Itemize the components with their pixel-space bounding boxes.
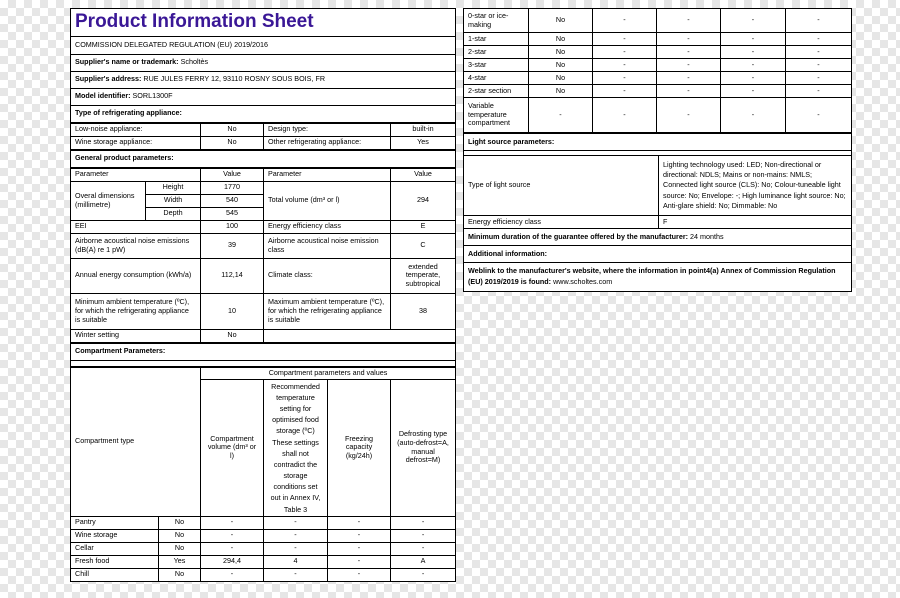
noise-label: Airborne acoustical noise emissions (dB(A) re 1 pW) — [71, 233, 201, 258]
header-table — [70, 8, 456, 123]
compartment-row — [71, 516, 456, 529]
compartment-name: Chill — [71, 568, 159, 581]
supplier-address-value: RUE JULES FERRY 12, 93110 ROSNY SOUS BOIS, FR — [143, 74, 326, 84]
value-header: Value — [391, 168, 456, 181]
compartment-value: - — [657, 72, 721, 85]
compartment-value: 4 — [264, 555, 328, 568]
compartment-value: - — [391, 516, 456, 529]
compartment-present: No — [529, 33, 593, 46]
compartment-value: - — [593, 9, 657, 33]
compartment-name: Variable temperature compartment — [464, 98, 529, 133]
compartment-value: - — [721, 72, 786, 85]
compartment-value: - — [721, 33, 786, 46]
compartment-name: 1-star — [464, 33, 529, 46]
compartment-present: No — [529, 85, 593, 98]
compartment-row — [464, 85, 852, 98]
compartment-name: 2-star — [464, 46, 529, 59]
total-volume-label: Total volume (dm³ or l) — [264, 181, 391, 220]
spacer-row — [71, 360, 456, 366]
general-heading-table — [70, 150, 456, 168]
weblink-label: Weblink to the manufacturer's website, where the information in point4(a) Annex of Commission Regulation (EU) 2019/2019 is found: — [468, 266, 836, 286]
compartment-name: 0-star or ice-making — [464, 9, 529, 33]
compartment-present: - — [529, 98, 593, 133]
supplier-name-row — [71, 54, 456, 71]
light-energy-class-value: F — [659, 216, 852, 229]
additional-info-heading: Additional information: — [464, 246, 852, 263]
compartment-value: - — [201, 542, 264, 555]
guarantee-row — [464, 229, 852, 246]
param-header: Parameter — [264, 168, 391, 181]
low-noise-value: No — [201, 123, 264, 136]
compartment-value: - — [786, 33, 852, 46]
recommended-temp-header: Recommended temperature setting for optimised food storage (ºC) These settings shall not contradict the storage conditions set out in Annex IV, Table 3 — [264, 379, 328, 516]
compartment-value: - — [657, 85, 721, 98]
compartment-name: Cellar — [71, 542, 159, 555]
climate-class-value: extended temperate, subtropical — [391, 258, 456, 293]
max-temp-value: 38 — [391, 293, 456, 329]
compartment-heading: Compartment Parameters: — [71, 343, 456, 360]
noise-value: 39 — [201, 233, 264, 258]
compartment-name: 4-star — [464, 72, 529, 85]
compartment-row — [464, 46, 852, 59]
compartment-value: - — [593, 46, 657, 59]
compartment-table — [70, 367, 456, 582]
compartment-value: - — [593, 72, 657, 85]
compartment-value: - — [721, 59, 786, 72]
design-type-label: Design type: — [264, 123, 391, 136]
compartment-value: - — [786, 46, 852, 59]
compartment-value: - — [328, 516, 391, 529]
page-title: Product Information Sheet — [71, 9, 456, 37]
compartment-value: - — [593, 85, 657, 98]
height-label: Height — [146, 181, 201, 194]
compartment-value: - — [391, 542, 456, 555]
compartment-value: - — [328, 529, 391, 542]
model-label: Model identifier: — [75, 91, 131, 101]
compartment-value: - — [391, 568, 456, 581]
right-sheet — [463, 8, 851, 292]
compartment-name: Fresh food — [71, 555, 159, 568]
weblink-value[interactable]: www.scholtes.com — [553, 277, 613, 286]
total-volume-value: 294 — [391, 181, 456, 220]
noise-class-value: C — [391, 233, 456, 258]
param-header: Parameter — [71, 168, 201, 181]
depth-label: Depth — [146, 207, 201, 220]
compartment-value: - — [657, 9, 721, 33]
compartment-heading-table — [70, 343, 456, 367]
compartment-value: - — [391, 529, 456, 542]
type-row — [71, 123, 456, 136]
compartment-value: - — [201, 529, 264, 542]
compartment-value: - — [201, 516, 264, 529]
winter-setting-label: Winter setting — [71, 329, 201, 342]
supplier-name-value: Scholtès — [180, 57, 209, 67]
model-row — [71, 88, 456, 105]
compartment-value: - — [201, 568, 264, 581]
guarantee-value: 24 months — [690, 231, 724, 241]
compartment-value: - — [328, 542, 391, 555]
guarantee-label: Minimum duration of the guarantee offered by the manufacturer: — [468, 231, 689, 241]
compartment-value: - — [786, 59, 852, 72]
compartment-value: - — [786, 9, 852, 33]
depth-value: 545 — [201, 207, 264, 220]
light-type-value: Lighting technology used: LED; Non-directional or directional: NDLS; Mains or non-mains: NMLS; Connected light source (CLS): No; Colour-tuneable light source: No; Envelope: -; High luminance light source: No; Anti-glare shield: No; Dimmable: No — [659, 156, 852, 216]
compartment-name: Pantry — [71, 516, 159, 529]
compartment-name: 2-star section — [464, 85, 529, 98]
compartment-row — [71, 555, 456, 568]
compartment-value: - — [786, 72, 852, 85]
light-table — [463, 133, 852, 292]
light-heading: Light source parameters: — [464, 134, 852, 151]
height-value: 1770 — [201, 181, 264, 194]
compartment-value: 294,4 — [201, 555, 264, 568]
type-row — [71, 136, 456, 149]
climate-class-label: Climate class: — [264, 258, 391, 293]
compartment-name: Wine storage — [71, 529, 159, 542]
weblink-row — [464, 263, 852, 292]
max-temp-label: Maximum ambient temperature (ºC), for which the refrigerating appliance is suitable — [264, 293, 391, 329]
wine-storage-value: No — [201, 136, 264, 149]
annual-energy-value: 112,14 — [201, 258, 264, 293]
compartment-value: - — [264, 529, 328, 542]
compartment-row — [464, 98, 852, 133]
compartment-present: No — [159, 568, 201, 581]
compartment-volume-header: Compartment volume (dm³ or l) — [201, 379, 264, 516]
other-refrigerating-label: Other refrigerating appliance: — [264, 136, 391, 149]
compartment-value: - — [593, 98, 657, 133]
eei-label: EEI — [71, 220, 201, 233]
compartment-present: No — [529, 59, 593, 72]
compartment-present: No — [159, 516, 201, 529]
empty-cell — [264, 329, 456, 342]
compartment-row — [464, 72, 852, 85]
min-temp-value: 10 — [201, 293, 264, 329]
compartment-value: - — [786, 98, 852, 133]
width-label: Width — [146, 194, 201, 207]
type-heading: Type of refrigerating appliance: — [71, 105, 456, 122]
model-value: SORL1300F — [132, 91, 173, 101]
energy-class-value: E — [391, 220, 456, 233]
compartment-row — [71, 529, 456, 542]
compartment-present: No — [529, 46, 593, 59]
min-temp-label: Minimum ambient temperature (ºC), for which the refrigerating appliance is suitable — [71, 293, 201, 329]
winter-setting-value: No — [201, 329, 264, 342]
regulation-text: COMMISSION DELEGATED REGULATION (EU) 2019/2016 — [71, 36, 456, 54]
compartment-row — [71, 568, 456, 581]
compartment-present: No — [529, 72, 593, 85]
compartment-rows — [71, 516, 456, 581]
compartment-value: - — [328, 568, 391, 581]
compartment-value: - — [657, 46, 721, 59]
annual-energy-label: Annual energy consumption (kWh/a) — [71, 258, 201, 293]
compartment-value: - — [721, 9, 786, 33]
compartment-value: - — [786, 85, 852, 98]
other-refrigerating-value: Yes — [391, 136, 456, 149]
left-sheet — [70, 8, 455, 582]
compartment-value: A — [391, 555, 456, 568]
compartment-value: - — [593, 33, 657, 46]
dimensions-label: Overal dimensions (millimetre) — [71, 181, 146, 220]
compartment-present: No — [159, 542, 201, 555]
defrosting-type-header: Defrosting type (auto-defrost=A, manual defrost=M) — [391, 379, 456, 516]
general-table — [70, 168, 456, 343]
wine-storage-label: Wine storage appliance: — [71, 136, 201, 149]
design-type-value: built-in — [391, 123, 456, 136]
compartment-cont-rows — [464, 9, 852, 133]
compartment-present: No — [529, 9, 593, 33]
freezing-capacity-header: Freezing capacity (kg/24h) — [328, 379, 391, 516]
supplier-name-label: Supplier's name or trademark: — [75, 57, 179, 67]
supplier-address-label: Supplier's address: — [75, 74, 142, 84]
eei-value: 100 — [201, 220, 264, 233]
value-header: Value — [201, 168, 264, 181]
compartment-value: - — [328, 555, 391, 568]
light-energy-class-label: Energy efficiency class — [464, 216, 659, 229]
compartment-value: - — [721, 46, 786, 59]
compartment-value: - — [264, 542, 328, 555]
compartment-value: - — [264, 516, 328, 529]
noise-class-label: Airborne acoustical noise emission class — [264, 233, 391, 258]
compartment-row — [464, 9, 852, 33]
compartment-value: - — [264, 568, 328, 581]
compartment-cont-table — [463, 8, 852, 133]
compartment-value: - — [657, 33, 721, 46]
compartment-value: - — [721, 98, 786, 133]
compartment-type-header: Compartment type — [71, 367, 201, 516]
supplier-address-row — [71, 71, 456, 88]
compartment-present: No — [159, 529, 201, 542]
light-type-label: Type of light source — [464, 156, 659, 216]
compartment-row — [464, 33, 852, 46]
compartment-name: 3-star — [464, 59, 529, 72]
compartment-row — [464, 59, 852, 72]
low-noise-label: Low-noise appliance: — [71, 123, 201, 136]
general-heading: General product parameters: — [71, 150, 456, 167]
compartment-value: - — [593, 59, 657, 72]
energy-class-label: Energy efficiency class — [264, 220, 391, 233]
type-table — [70, 123, 456, 150]
compartment-value: - — [657, 98, 721, 133]
compartment-value: - — [657, 59, 721, 72]
compartment-group-header: Compartment parameters and values — [201, 367, 456, 379]
compartment-value: - — [721, 85, 786, 98]
width-value: 540 — [201, 194, 264, 207]
compartment-present: Yes — [159, 555, 201, 568]
compartment-row — [71, 542, 456, 555]
